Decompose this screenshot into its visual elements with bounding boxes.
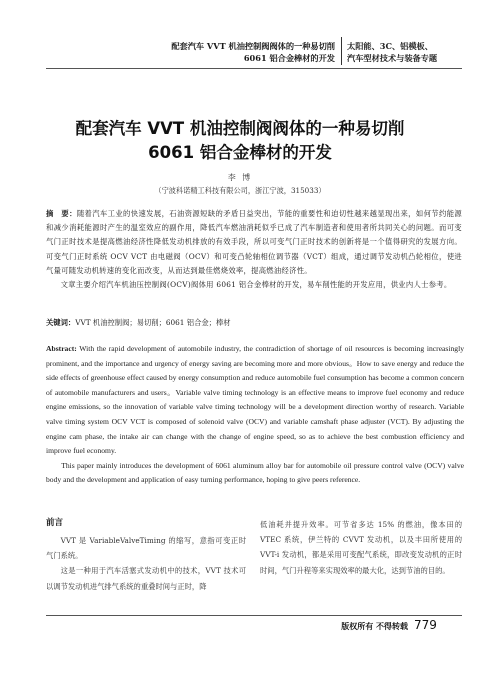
running-header-title bbox=[150, 40, 335, 64]
running-header-column bbox=[347, 40, 457, 64]
abstract-cn-text: 随着汽车工业的快速发展，石油资源短缺的矛盾日益突出，节能的重要性和迫切性越来越显现出来，如何节约能源和减少消耗能源时产生的温室效应的副作用，降低汽车燃油消耗似乎已成了汽车制造者和使用者所共同关心的问题。而可变气门正时技术是提高燃油经济性降低发动机排放的有效手段，所以可变气门正时技术的创新将是一个值得研究的发展方向。可变气门正时系统 OCV VCT 由电磁阀（OCV）和可变凸轮轴相位调节器（VCT）组成，通过调节发动机凸轮相位，使进气量可随发动机转速的变化而改变，从而达到最佳燃烧效率，提高燃油经济性。 bbox=[46, 209, 462, 275]
footer-rights: 版权所有 不得转载 bbox=[341, 621, 408, 631]
header-rule bbox=[46, 68, 462, 69]
abstract-en-text2: This paper mainly introduces the development of 6061 aluminum alloy bar for automobile oil pressure control valve (OCV) valve body and the development and application of easy turning performance, hoping to give peers reference. bbox=[46, 460, 464, 485]
body-paragraph: 这是一种用于汽车活塞式发动机中的技术，VVT 技术可以调节发动机进气排气系统的重叠时间与正时，降 bbox=[46, 566, 246, 591]
article-title-line1: 配套汽车 VVT 机油控制阀阀体的一种易切削 bbox=[75, 119, 405, 138]
section-title-preface: 前言 bbox=[46, 518, 64, 528]
body-column-right bbox=[260, 517, 462, 578]
article-title bbox=[40, 117, 440, 165]
abstract-en-label: Abstract: bbox=[46, 344, 77, 353]
column-name-line2: 汽车型材技术与装备专题 bbox=[347, 53, 438, 63]
keywords-label: 关键词： bbox=[46, 318, 76, 327]
body-column-left bbox=[46, 533, 246, 594]
body-paragraph: 低油耗并提升效率。可节省多达 15% 的燃油，像本田的 VTEC 系统，伊兰特的 CVVT 发动机，以及丰田所使用的 VVT-i 发动机，都是采用可变配气系统，即改变发动机的正时时间，气门升程等来实现效率的最大化，达到节油的目的。 bbox=[260, 520, 462, 575]
abstract-chinese bbox=[46, 207, 462, 292]
abstract-english bbox=[46, 342, 464, 488]
keywords-chinese bbox=[46, 317, 462, 329]
column-name-line1: 太阳能、3C、铝模板、 bbox=[347, 41, 433, 51]
header-separator bbox=[341, 37, 342, 65]
body-paragraph: VVT 是 VariableValveTiming 的缩写，意指可变正时气门系统。 bbox=[46, 536, 246, 561]
keywords-text: VVT 机油控制阀；易切削；6061 铝合金；棒材 bbox=[75, 318, 231, 327]
running-header-line2: 6061 铝合金棒材的开发 bbox=[243, 53, 335, 63]
page-number: 779 bbox=[414, 618, 437, 632]
abstract-cn-label: 摘 要： bbox=[46, 209, 77, 218]
article-title-line2: 6061 铝合金棒材的开发 bbox=[148, 143, 332, 162]
author-affiliation: （宁波科诺精工科技有限公司，浙江宁波，315033） bbox=[154, 186, 326, 195]
running-header-line1: 配套汽车 VVT 机油控制阀阀体的一种易切削 bbox=[171, 41, 335, 51]
author-name: 李 博 bbox=[227, 173, 253, 182]
abstract-cn-text2: 文章主要介绍汽车机油压控制阀(OCV)阀体用 6061 铝合金棒材的开发，易车削性能的开发应用，供业内人士参考。 bbox=[60, 280, 452, 290]
abstract-en-text: With the rapid development of automobile industry, the contradiction of shortage of oil resources is becoming increasingly prominent, and the importance and urgency of energy saving are becoming more and more obvious。How to save energy and reduce the side effects of greenhouse effect caused by energy consumption and reduce automobile fuel consumption has become a common concern of automobile manufacturers and users。Variable valve timing technology is an effective means to improve fuel economy and reduce engine emissions, so the innovation of variable valve timing technology will be a development direction worthy of research. Variable valve timing system OCV VCT is composed of solenoid valve (OCV) and variable camshaft phase adjuster (VCT). By adjusting the engine cam phase, the intake air can change with the change of engine speed, so as to achieve the best combustion efficiency and improve fuel economy. bbox=[46, 344, 464, 456]
footer-rule bbox=[46, 615, 462, 616]
